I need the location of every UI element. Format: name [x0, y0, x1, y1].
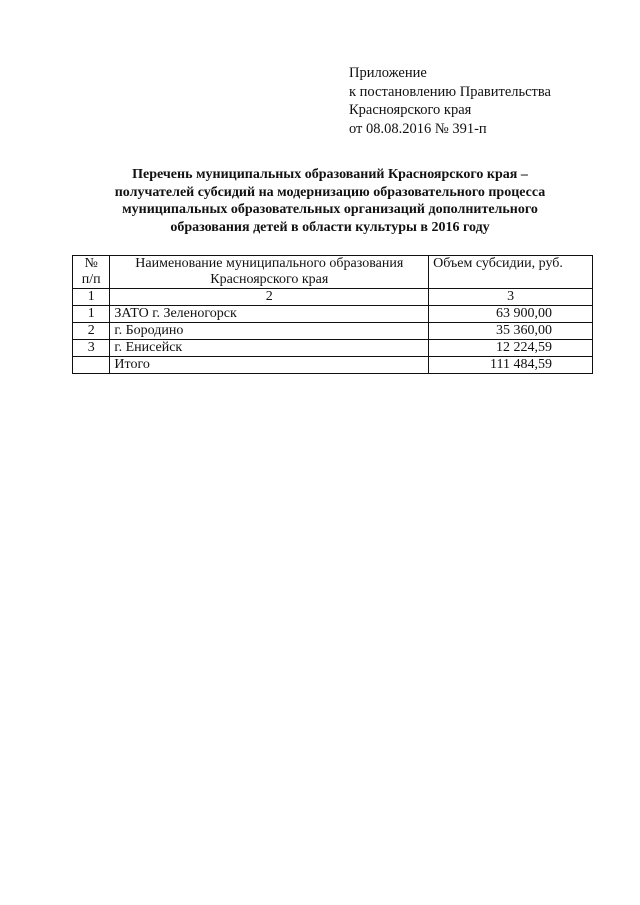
total-number [73, 357, 110, 374]
header-number-symbol: № [84, 256, 98, 271]
row-municipality: ЗАТО г. Зеленогорск [110, 306, 429, 323]
row-amount: 35 360,00 [429, 323, 593, 340]
table-row [73, 306, 593, 323]
appendix-region: Красноярского края [349, 102, 472, 118]
header-number [73, 256, 110, 289]
table-header-row [73, 256, 593, 289]
header-municipality [110, 256, 429, 289]
row-municipality: г. Бородино [110, 323, 429, 340]
header-municipality-line-2: Красноярского края [210, 272, 329, 287]
appendix-header [349, 64, 551, 138]
title-line-3: муниципальных образовательных организаций дополнительного [122, 202, 538, 217]
row-number: 3 [73, 340, 110, 357]
appendix-decree-ref: к постановлению Правительства [349, 83, 551, 100]
column-index-row [73, 289, 593, 306]
header-municipality-line-1: Наименование муниципального образования [135, 256, 404, 271]
row-number: 1 [73, 306, 110, 323]
appendix-date-number: от 08.08.2016 № 391-п [349, 120, 487, 137]
document-title [70, 166, 590, 236]
row-amount: 12 224,59 [429, 340, 593, 357]
title-line-1: Перечень муниципальных образований Красноярского края – [132, 167, 528, 182]
header-number-abbr: п/п [81, 272, 101, 287]
column-index: 3 [429, 289, 593, 306]
row-amount: 63 900,00 [429, 306, 593, 323]
title-line-4: образования детей в области культуры в 2016 году [170, 219, 490, 235]
total-row [73, 357, 593, 374]
title-line-2: получателей субсидий на модернизацию образовательного процесса [114, 184, 546, 200]
header-amount: Объем субсидии, руб. [429, 256, 593, 289]
subsidy-table [72, 255, 593, 374]
total-label: Итого [110, 357, 429, 374]
table-row [73, 340, 593, 357]
total-amount: 111 484,59 [429, 357, 593, 374]
table-row [73, 323, 593, 340]
appendix-label: Приложение [349, 65, 427, 81]
row-municipality: г. Енисейск [110, 340, 429, 357]
column-index: 1 [73, 289, 110, 306]
row-number: 2 [73, 323, 110, 340]
column-index: 2 [110, 289, 429, 306]
